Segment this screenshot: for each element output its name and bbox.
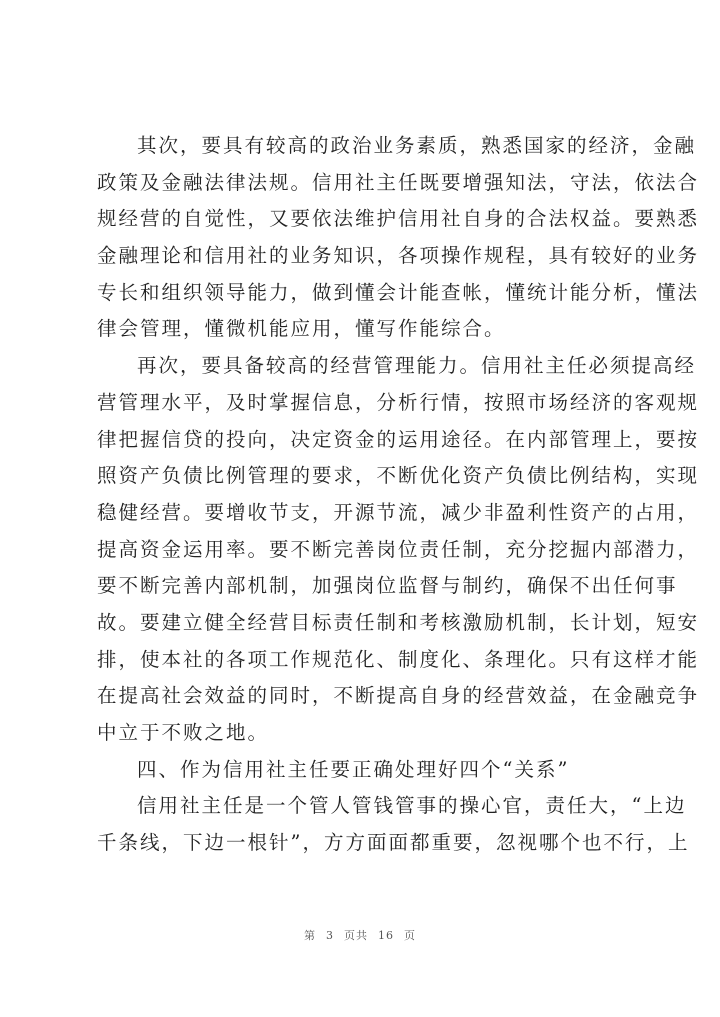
page-label-prefix: 第 [304,929,316,942]
text-line: 律把握信贷的投向，决定资金的运用途径。在内部管理上，要按 [97,427,700,451]
paragraph [97,348,700,752]
heading-text: 四、作为信用社主任要正确处理好四个“关系” [137,757,570,781]
text-line: 规经营的自觉性，又要依法维护信用社自身的合法权益。要熟悉 [97,207,700,231]
text-line: 再次，要具备较高的经营管理能力。信用社主任必须提高经 [137,354,697,378]
text-line: 稳健经营。要增收节支，开源节流，减少非盈利性资产的占用， [97,500,700,524]
current-page-number: 3 [326,929,334,942]
text-line: 提高资金运用率。要不断完善岗位责任制，充分挖掘内部潜力， [97,537,700,561]
text-line: 故。要建立健全经营目标责任制和考核激励机制，长计划，短安 [97,610,700,634]
text-line: 金融理论和信用社的业务知识，各项操作规程，具有较好的业务 [97,244,700,268]
text-line: 律会管理，懂微机能应用，懂写作能综合。 [97,317,506,341]
text-line: 要不断完善内部机制，加强岗位监督与制约，确保不出任何事 [97,574,678,598]
text-line: 政策及金融法律法规。信用社主任既要增强知法，守法，依法合 [97,170,700,194]
paragraph [97,788,690,861]
text-line: 在提高社会效益的同时，不断提高自身的经营效益，在金融竞争 [97,684,700,708]
section-heading [97,752,637,789]
text-line: 营管理水平，及时掌握信息，分析行情，按照市场经济的客观规 [97,390,700,414]
text-line: 照资产负债比例管理的要求，不断优化资产负债比例结构，实现 [97,464,700,488]
page-footer [0,927,720,943]
paragraph [97,128,700,348]
text-line: 其次，要具有较高的政治业务素质，熟悉国家的经济，金融 [137,134,697,157]
text-line: 中立于不败之地。 [97,721,270,744]
page-label-mid: 页共 [344,929,368,942]
text-line: 排，使本社的各项工作规范化、制度化、条理化。只有这样才能 [97,647,700,671]
total-pages-number: 16 [378,929,394,942]
text-line: 专长和组织领导能力，做到懂会计能查帐，懂统计能分析，懂法 [97,280,700,304]
page-label-suffix: 页 [404,929,416,942]
text-line: 千条线，下边一根针”，方方面面都重要，忽视哪个也不行，上 [97,831,690,855]
text-line: 信用社主任是一个管人管钱管事的操心官，责任大，“上边 [137,794,687,818]
document-body [97,128,700,862]
